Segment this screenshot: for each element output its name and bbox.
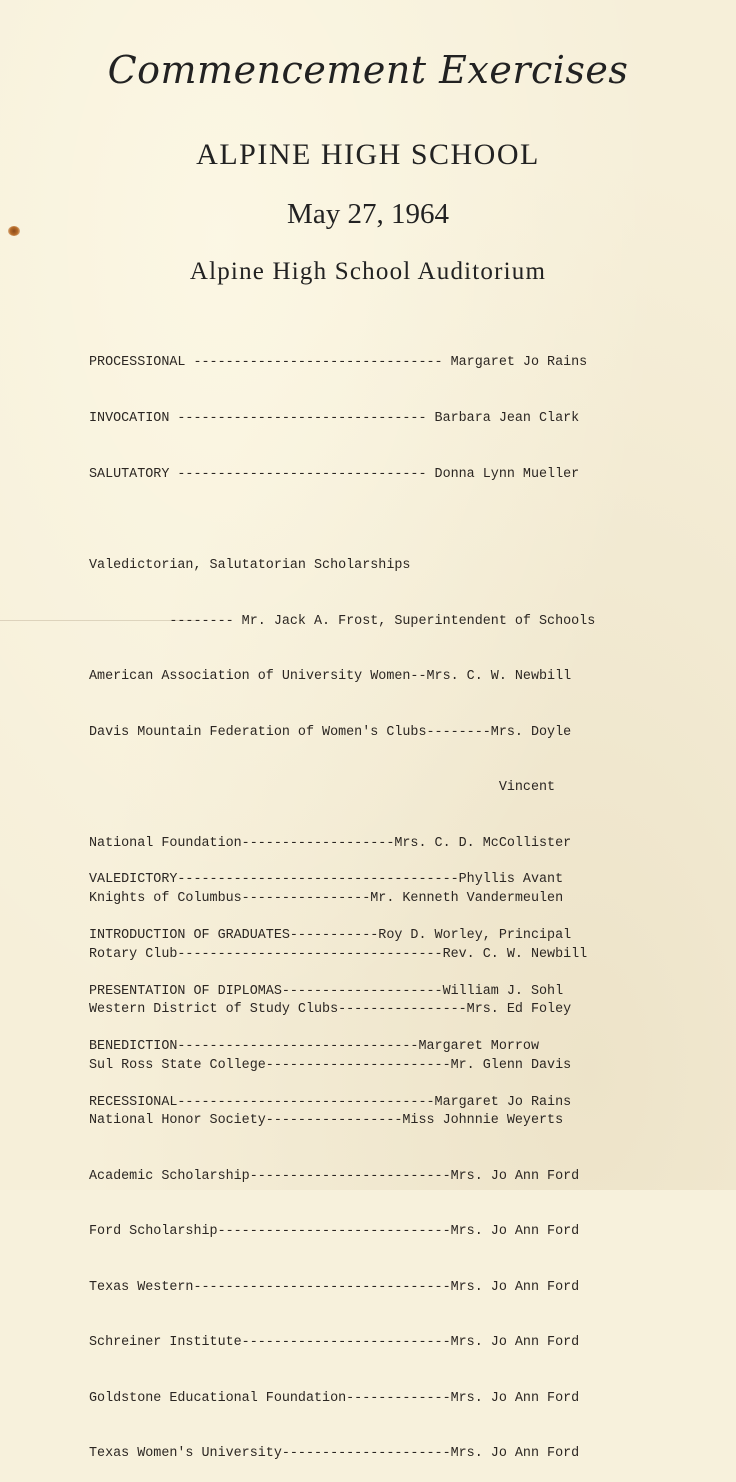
program-item-invocation: INVOCATION ------------------------------- Barbara Jean Clark	[89, 411, 580, 426]
program-item-recessional: RECESSIONAL--------------------------------Margaret Jo Rains	[89, 1095, 572, 1110]
scholarship-line: Davis Mountain Federation of Women's Clubs--------Mrs. Doyle	[89, 724, 572, 740]
program-item-benediction: BENEDICTION------------------------------Margaret Morrow	[89, 1039, 539, 1054]
program-item-presentation: PRESENTATION OF DIPLOMAS--------------------William J. Sohl	[89, 984, 564, 999]
scholarship-line: Sul Ross State College-----------------------Mr. Glenn Davis	[89, 1057, 572, 1073]
program-item-introduction: INTRODUCTION OF GRADUATES-----------Roy D. Worley, Principal	[89, 928, 572, 943]
scholarship-line: Academic Scholarship-------------------------Mrs. Jo Ann Ford	[89, 1168, 580, 1184]
program-item-valedictory: VALEDICTORY-----------------------------------Phyllis Avant	[89, 872, 564, 887]
scholarship-line: Vincent	[89, 780, 556, 795]
scholarship-line: Texas Women's University---------------------Mrs. Jo Ann Ford	[89, 1446, 580, 1461]
scholarship-line: National Foundation-------------------Mrs. C. D. McCollister	[89, 835, 572, 851]
scholarship-line: Valedictorian, Salutatorian Scholarships	[89, 558, 411, 573]
scholarship-line: Texas Western--------------------------------Mrs. Jo Ann Ford	[89, 1279, 580, 1295]
scholarship-line: Goldstone Educational Foundation-------------Mrs. Jo Ann Ford	[89, 1390, 580, 1406]
event-date: May 27, 1964	[287, 198, 449, 230]
scholarship-line: Western District of Study Clubs----------------Mrs. Ed Foley	[89, 1002, 572, 1017]
school-name: ALPINE HIGH SCHOOL	[196, 138, 540, 171]
scholarship-line: -------- Mr. Jack A. Frost, Superintendent of Schools	[89, 613, 596, 629]
scholarship-line: National Honor Society-----------------Miss Johnnie Weyerts	[89, 1113, 564, 1128]
scholarship-line: Knights of Columbus----------------Mr. Kenneth Vandermeulen	[89, 891, 564, 906]
scholarship-line: Ford Scholarship-----------------------------Mrs. Jo Ann Ford	[89, 1224, 580, 1239]
scholarship-line: Rotary Club---------------------------------Rev. C. W. Newbill	[89, 946, 588, 962]
document-title: Commencement Exercises	[107, 48, 629, 92]
scholarship-line: American Association of University Women--Mrs. C. W. Newbill	[89, 669, 572, 684]
scholarship-line: Schreiner Institute--------------------------Mrs. Jo Ann Ford	[89, 1335, 580, 1350]
program-item-salutatory: SALUTATORY ------------------------------- Donna Lynn Mueller	[89, 467, 580, 482]
event-venue: Alpine High School Auditorium	[189, 258, 547, 285]
program-item-processional: PROCESSIONAL ------------------------------- Margaret Jo Rains	[89, 355, 588, 370]
